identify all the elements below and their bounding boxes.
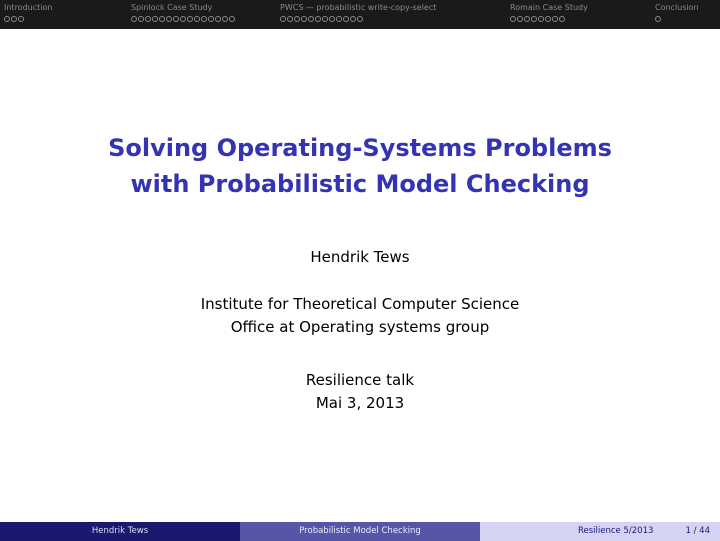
nav-slide-dot[interactable] <box>11 16 17 22</box>
nav-slide-dot[interactable] <box>545 16 551 22</box>
institute-block <box>0 293 720 339</box>
nav-slide-dot[interactable] <box>173 16 179 22</box>
nav-slide-dot[interactable] <box>159 16 165 22</box>
institute-line-2: Office at Operating systems group <box>230 318 490 336</box>
nav-section-conclusion[interactable] <box>651 0 720 29</box>
nav-slide-dot[interactable] <box>343 16 349 22</box>
nav-slide-dot[interactable] <box>201 16 207 22</box>
nav-slide-dot[interactable] <box>559 16 565 22</box>
nav-slide-dot[interactable] <box>301 16 307 22</box>
nav-slide-dot[interactable] <box>308 16 314 22</box>
nav-slide-dot[interactable] <box>229 16 235 22</box>
nav-slide-dot[interactable] <box>531 16 537 22</box>
nav-slide-dot[interactable] <box>357 16 363 22</box>
nav-slide-dot[interactable] <box>294 16 300 22</box>
nav-section-title: Romain Case Study <box>510 3 588 12</box>
title-line-1: Solving Operating-Systems Problems <box>108 134 612 162</box>
footer-title: Probabilistic Model Checking <box>240 522 480 541</box>
nav-section-introduction[interactable] <box>0 0 127 29</box>
nav-slide-dots <box>0 16 127 22</box>
nav-slide-dot[interactable] <box>350 16 356 22</box>
nav-section-title: Conclusion <box>655 3 699 12</box>
nav-slide-dot[interactable] <box>138 16 144 22</box>
nav-slide-dot[interactable] <box>552 16 558 22</box>
nav-slide-dot[interactable] <box>4 16 10 22</box>
nav-slide-dot[interactable] <box>329 16 335 22</box>
nav-slide-dot[interactable] <box>187 16 193 22</box>
nav-slide-dots <box>506 16 651 22</box>
nav-section-pwcs[interactable] <box>276 0 506 29</box>
nav-slide-dot[interactable] <box>180 16 186 22</box>
nav-slide-dots <box>127 16 276 22</box>
footer-bar <box>0 522 720 541</box>
nav-slide-dot[interactable] <box>131 16 137 22</box>
navigation-bar <box>0 0 720 29</box>
nav-slide-dot[interactable] <box>287 16 293 22</box>
nav-slide-dots <box>276 16 506 22</box>
nav-slide-dot[interactable] <box>655 16 661 22</box>
author-block <box>0 246 720 269</box>
nav-slide-dot[interactable] <box>538 16 544 22</box>
nav-slide-dot[interactable] <box>215 16 221 22</box>
nav-slide-dot[interactable] <box>166 16 172 22</box>
nav-slide-dot[interactable] <box>18 16 24 22</box>
nav-section-title: PWCS — probabilistic write-copy-select <box>280 3 437 12</box>
title-line-2: with Probabilistic Model Checking <box>130 170 590 198</box>
event-date: Mai 3, 2013 <box>315 394 405 412</box>
nav-slide-dots <box>651 16 720 22</box>
author-name: Hendrik Tews <box>310 248 410 266</box>
nav-slide-dot[interactable] <box>336 16 342 22</box>
institute-line-1: Institute for Theoretical Computer Science <box>200 295 520 313</box>
nav-slide-dot[interactable] <box>510 16 516 22</box>
nav-slide-dot[interactable] <box>517 16 523 22</box>
page-number: 1 / 44 <box>685 526 710 536</box>
nav-slide-dot[interactable] <box>524 16 530 22</box>
event-name: Resilience talk <box>305 371 415 389</box>
event-block <box>0 369 720 415</box>
nav-section-romain[interactable] <box>506 0 651 29</box>
nav-slide-dot[interactable] <box>194 16 200 22</box>
slide-title <box>0 130 720 202</box>
nav-slide-dot[interactable] <box>322 16 328 22</box>
nav-slide-dot[interactable] <box>280 16 286 22</box>
nav-section-title: Introduction <box>4 3 53 12</box>
nav-section-title: Spinlock Case Study <box>131 3 213 12</box>
nav-slide-dot[interactable] <box>208 16 214 22</box>
footer-event: Resilience 5/2013 <box>578 526 654 536</box>
nav-slide-dot[interactable] <box>152 16 158 22</box>
footer-info <box>480 522 720 541</box>
nav-slide-dot[interactable] <box>145 16 151 22</box>
nav-slide-dot[interactable] <box>315 16 321 22</box>
nav-slide-dot[interactable] <box>222 16 228 22</box>
footer-author: Hendrik Tews <box>0 522 240 541</box>
nav-section-spinlock[interactable] <box>127 0 276 29</box>
